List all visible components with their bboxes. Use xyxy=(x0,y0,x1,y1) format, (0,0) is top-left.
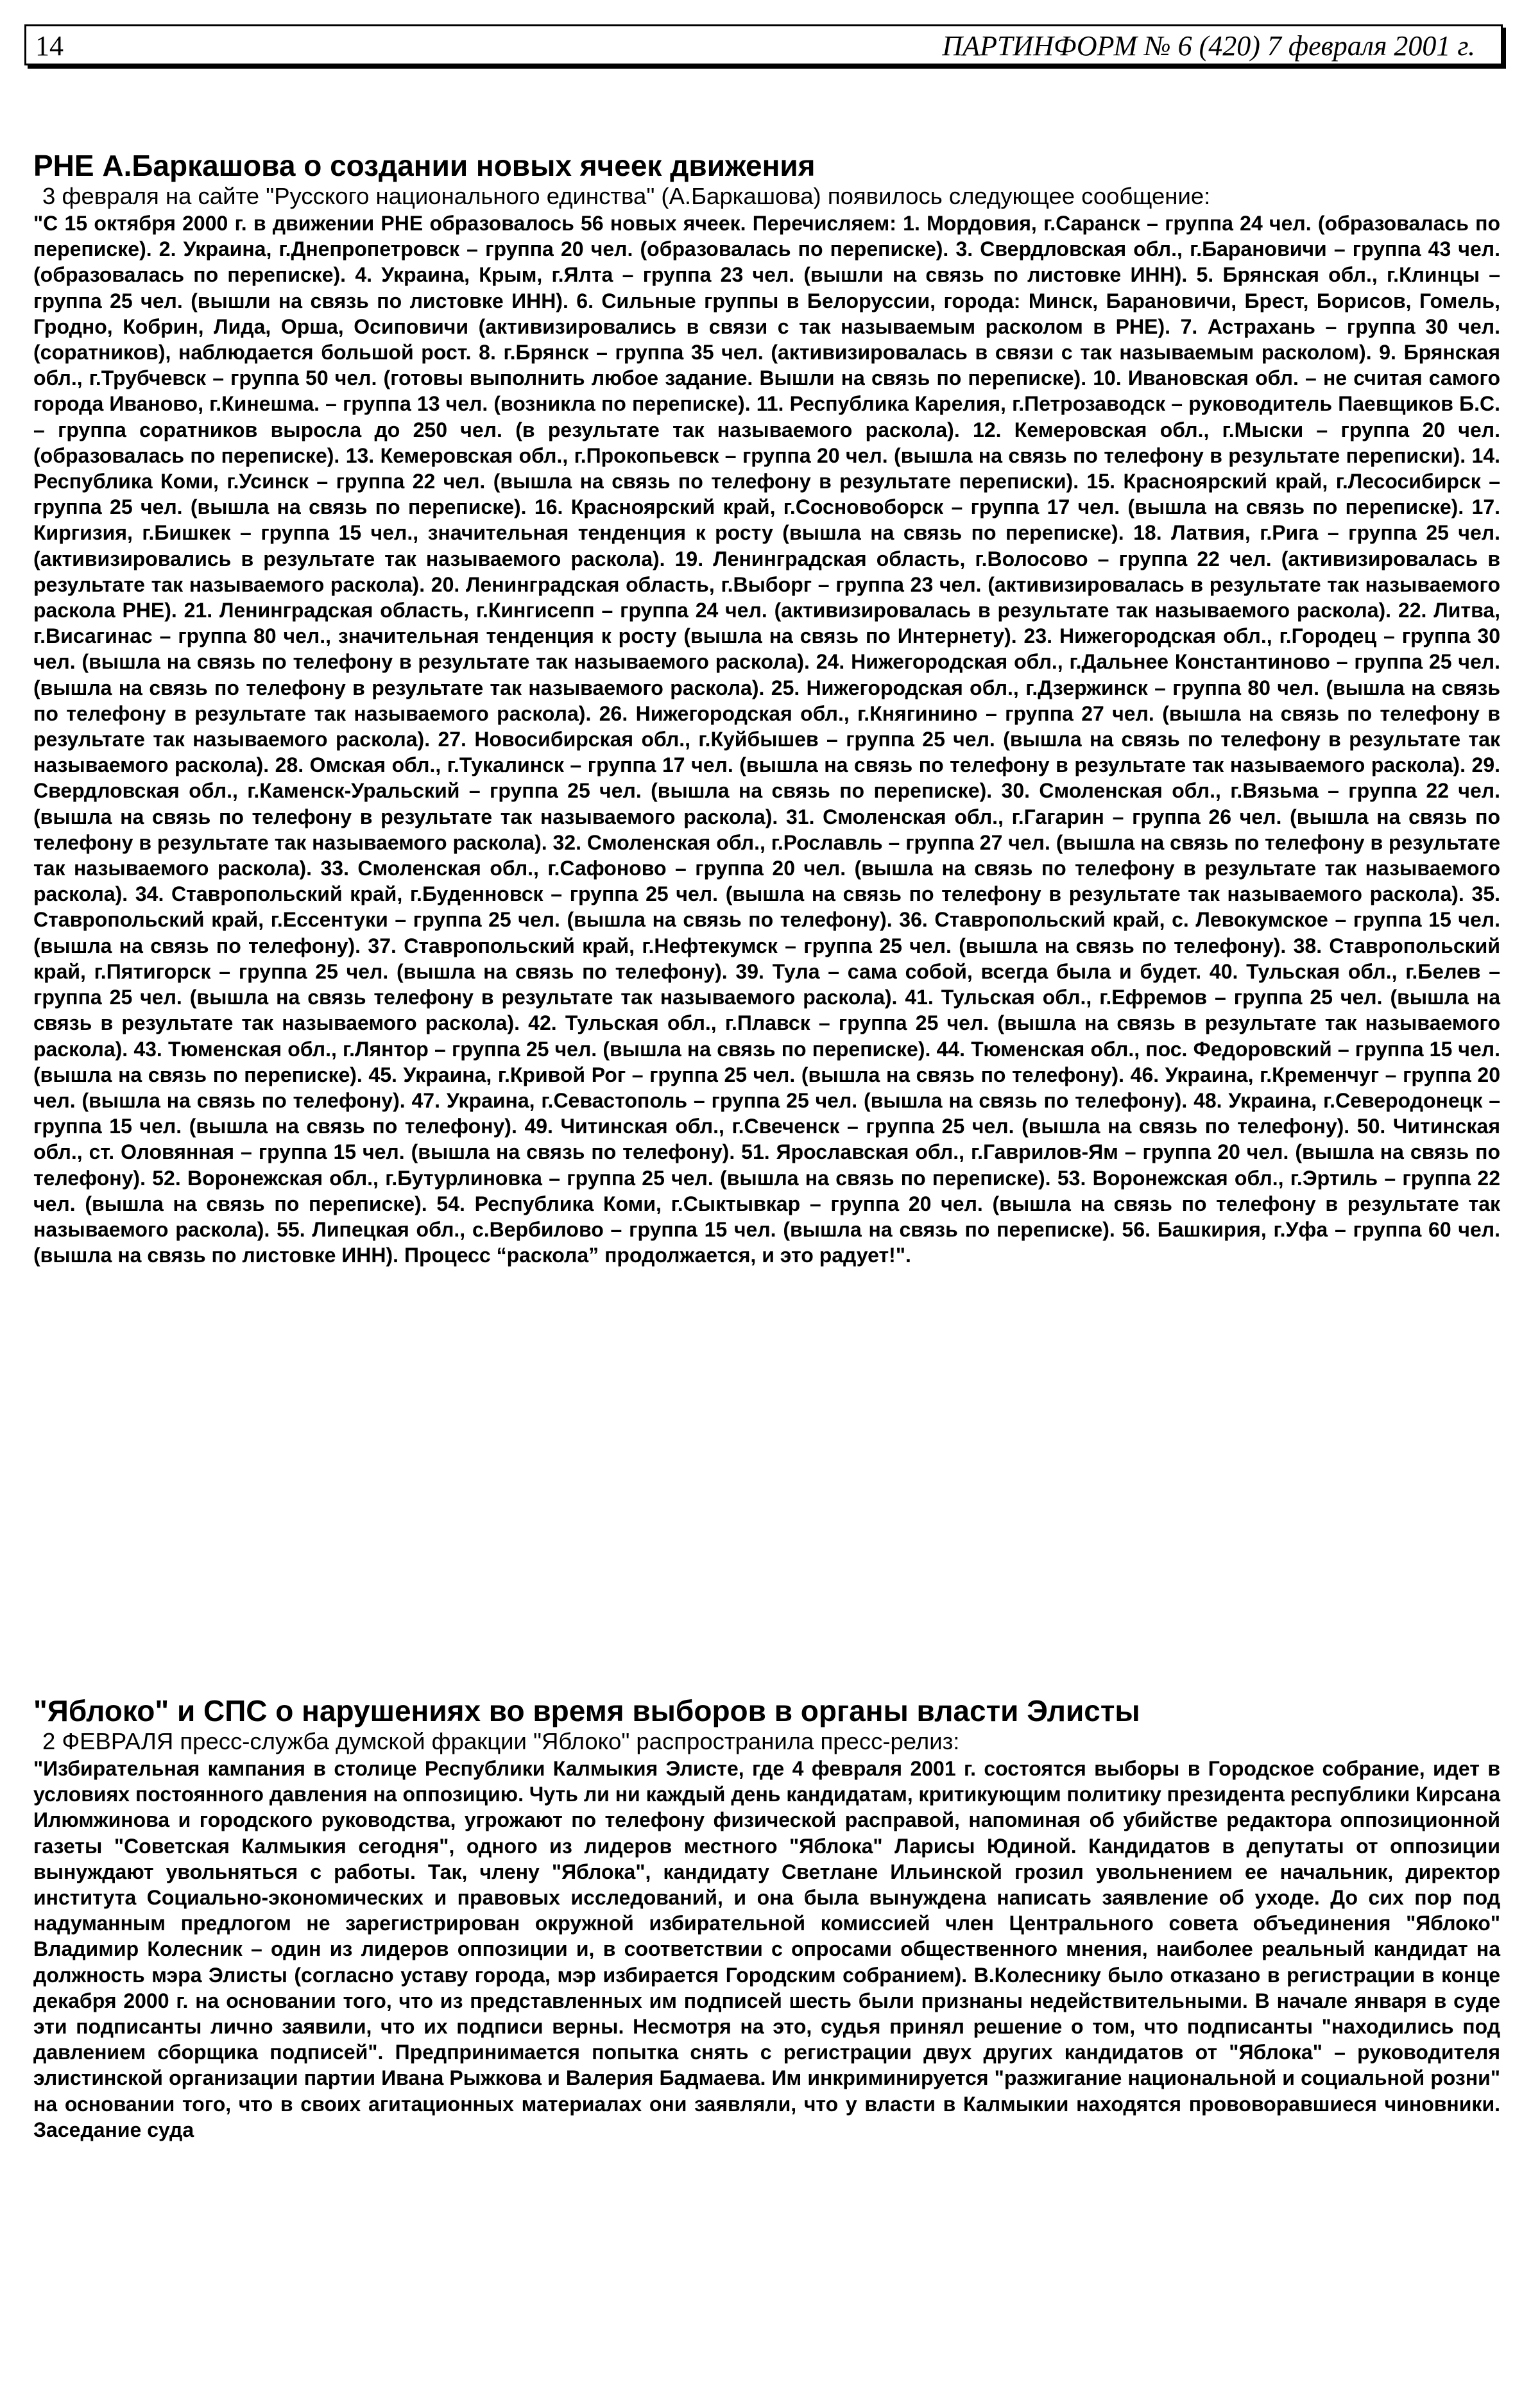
publication-line: ПАРТИНФОРМ № 6 (420) 7 февраля 2001 г. xyxy=(942,30,1475,62)
article-title: "Яблоко" и СПС о нарушениях во время выборов в органы власти Элисты xyxy=(33,1694,1140,1727)
article-body: "Избирательная кампания в столице Республики Калмыкия Элисте, где 4 февраля 2001 г. состоятся выборы в Городское собрание, идет в условиях постоянного давления на оппозицию. Чуть ли ни каждый день кандидатам, критикующим политику президента республики Кирсана Илюмжинова и городского руководства, угрожают по телефону физической расправой, напоминая об убийстве редактора оппозиционной газеты "Советская Калмыкия сегодня", одного из лидеров местного "Яблока" Ларисы Юдиной. Кандидатов в депутаты от оппозиции вынуждают увольняться с работы. Так, члену "Яблока", кандидату Светлане Ильинской грозил увольнением ее начальник, директор института Социально-экономических и правовых исследований, и она была вынуждена написать заявление об уходе. До сих пор под надуманным предлогом не зарегистрирован окружной избирательной комиссией член Центрального совета объединения "Яблоко" Владимир Колесник – один из лидеров оппозиции и, в соответствии с опросами общественного мнения, наиболее реальный кандидат на должность мэра Элисты (согласно уставу города, мэр избирается Городским собранием). В.Колеснику было отказано в регистрации в конце декабря 2000 г. на основании того, что из представленных им подписей шесть были признаны недействительными. В начале января в суде эти подписанты лично заявили, что их подписи верны. Несмотря на это, судья принял решение о том, что подписанты "находились под давлением сборщика подписей". Предпринимается попытка снять с регистрации двух других кандидатов от "Яблока" – руководителя элистинской организации партии Ивана Рыжкова и Валерия Бадмаева. Им инкриминируется "разжигание национальной и социальной розни" на основании того, что в своих агитационных материалах они заявляли, что у власти в Калмыкии находятся прововоравшиеся чиновники. Заседание суда xyxy=(33,1757,1500,2141)
article-lead: 3 февраля на сайте "Русского национального единства" (А.Баркашова) появилось следующее сообщение: xyxy=(42,183,1211,209)
article-yabloko-elista xyxy=(33,1694,1500,2143)
page-number: 14 xyxy=(35,30,64,62)
article-body: "С 15 октября 2000 г. в движении РНЕ образовалось 56 новых ячеек. Перечисляем: 1. Мордовия, г.Саранск – группа 24 чел. (образовалась по переписке). 2. Украина, г.Днепропетровск – группа 20 чел. (образовалась по переписке). 3. Свердловская обл., г.Барановичи – группа 43 чел. (образовалась по переписке). 4. Украина, Крым, г.Ялта – группа 23 чел. (вышли на связь по листовке ИНН). 5. Брянская обл., г.Клинцы – группа 25 чел. (вышли на связь по листовке ИНН). 6. Сильные группы в Белоруссии, города: Минск, Барановичи, Брест, Борисов, Гомель, Гродно, Кобрин, Лида, Орша, Осиповичи (активизировались в связи с так называемым расколом в РНЕ). 7. Астрахань – группа 30 чел. (соратников), наблюдается большой рост. 8. г.Брянск – группа 35 чел. (активизировалась в связи с так называемым расколом). 9. Брянская обл., г.Трубчевск – группа 50 чел. (готовы выполнить любое задание. Вышли на связь по переписке). 10. Ивановская обл. – не считая самого города Иваново, г.Кинешма. – группа 13 чел. (возникла по переписке). 11. Республика Карелия, г.Петрозаводск – руководитель Паевщиков Б.С. – группа соратников выросла до 250 чел. (в результате так называемого раскола). 12. Кемеровская обл., г.Мыски – группа 20 чел. (образовалась по переписке). 13. Кемеровская обл., г.Прокопьевск – группа 20 чел. (вышла на связь по телефону в результате переписки). 14. Республика Коми, г.Усинск – группа 22 чел. (вышла на связь по телефону в результате переписки). 15. Красноярский край, г.Лесосибирск – группа 25 чел. (вышла на связь по переписке). 16. Красноярский край, г.Сосновоборск – группа 17 чел. (вышла на связь по переписке). 17. Киргизия, г.Бишкек – группа 15 чел., значительная тенденция к росту (вышла на связь по переписке). 18. Латвия, г.Рига – группа 25 чел. (активизировались в результате так называемого раскола). 19. Ленинградская область, г.Волосово – группа 22 чел. (активизировалась в результате так называемого раскола). 20. Ленинградская область, г.Выборг – группа 23 чел. (активизировалась в результате так называемого раскола РНЕ). 21. Ленинградская область, г.Кингисепп – группа 24 чел. (активизировалась в результате так называемого раскола). 22. Литва, г.Висагинас – группа 80 чел., значительная тенденция к росту (вышла на связь по Интернету). 23. Нижегородская обл., г.Городец – группа 30 чел. (вышла на связь по телефону в результате так называемого раскола). 24. Нижегородская обл., г.Дальнее Константиново – группа 25 чел. (вышла на связь по телефону в результате так называемого раскола). 25. Нижегородская обл., г.Дзержинск – группа 80 чел. (вышла на связь по телефону в результате так называемого раскола). 26. Нижегородская обл., г.Княгинино – группа 27 чел. (вышла на связь по телефону в результате так называемого раскола). 27. Новосибирская обл., г.Куйбышев – группа 25 чел. (вышла на связь по телефону в результате так называемого раскола). 28. Омская обл., г.Тукалинск – группа 17 чел. (вышла на связь по телефону в результате так называемого раскола). 29. Свердловская обл., г.Каменск-Уральский – группа 25 чел. (вышла на связь по переписке). 30. Смоленская обл., г.Вязьма – группа 22 чел. (вышла на связь по телефону в результате так называемого раскола). 31. Смоленская обл., г.Гагарин – группа 26 чел. (вышла на связь по телефону в результате так называемого раскола). 32. Смоленская обл., г.Рославль – группа 27 чел. (вышла на связь по телефону в результате так называемого раскола). 33. Смоленская обл., г.Сафоново – группа 20 чел. (вышла на связь по телефону в результате так называемого раскола). 34. Ставропольский край, г.Буденновск – группа 25 чел. (вышла на связь по телефону в результате так называемого раскола). 35. Ставропольский край, г.Ессентуки – группа 25 чел. (вышла на связь по телефону). 36. Ставропольский край, с. Левокумское – группа 15 чел. (вышла на связь по телефону). 37. Ставропольский край, г.Нефтекумск – группа 25 чел. (вышла на связь по телефону). 38. Ставропольский край, г.Пятигорск – группа 25 чел. (вышла на связь по телефону). 39. Тула – сама собой, всегда была и будет. 40. Тульская обл., г.Белев – группа 25 чел. (вышла на связь телефону в результате так называемого раскола). 41. Тульская обл., г.Ефремов – группа 25 чел. (вышла на связь в результате так называемого раскола). 42. Тульская обл., г.Плавск – группа 25 чел. (вышла на связь в результате так называемого раскола). 43. Тюменская обл., г.Лянтор – группа 25 чел. (вышла на связь по переписке). 44. Тюменская обл., пос. Федоровский – группа 15 чел. (вышла на связь по переписке). 45. Украина, г.Кривой Рог – группа 25 чел. (вышла на связь по телефону). 46. Украина, г.Кременчуг – группа 20 чел. (вышла на связь по телефону). 47. Украина, г.Севастополь – группа 25 чел. (вышла на связь по телефону). 48. Украина, г.Северодонецк – группа 15 чел. (вышла на связь по телефону). 49. Читинская обл., г.Свеченск – группа 25 чел. (вышла на связь по телефону). 50. Читинская обл., ст. Оловянная – группа 15 чел. (вышла на связь по телефону). 51. Ярославская обл., г.Гаврилов-Ям – группа 20 чел. (вышла на связь по телефону). 52. Воронежская обл., г.Бутурлиновка – группа 25 чел. (вышла на связь по переписке). 53. Воронежская обл., г.Эртиль – группа 22 чел. (вышла на связь по переписке). 54. Республика Коми, г.Сыктывкар – группа 20 чел. (вышла на связь по телефону в результате так называемого раскола). 55. Липецкая обл., с.Вербилово – группа 15 чел. (вышла на связь по переписке). 56. Башкирия, г.Уфа – группа 60 чел. (вышла на связь по листовке ИНН). Процесс “раскола” продолжается, и это радует!". xyxy=(33,212,1500,1267)
article-rne-new-cells xyxy=(33,149,1500,1268)
article-title: РНЕ А.Баркашова о создании новых ячеек движения xyxy=(33,149,816,182)
page-header xyxy=(24,24,1503,65)
article-lead: 2 ФЕВРАЛЯ пресс-служба думской фракции "Яблоко" распространила пресс-релиз: xyxy=(42,1728,960,1754)
